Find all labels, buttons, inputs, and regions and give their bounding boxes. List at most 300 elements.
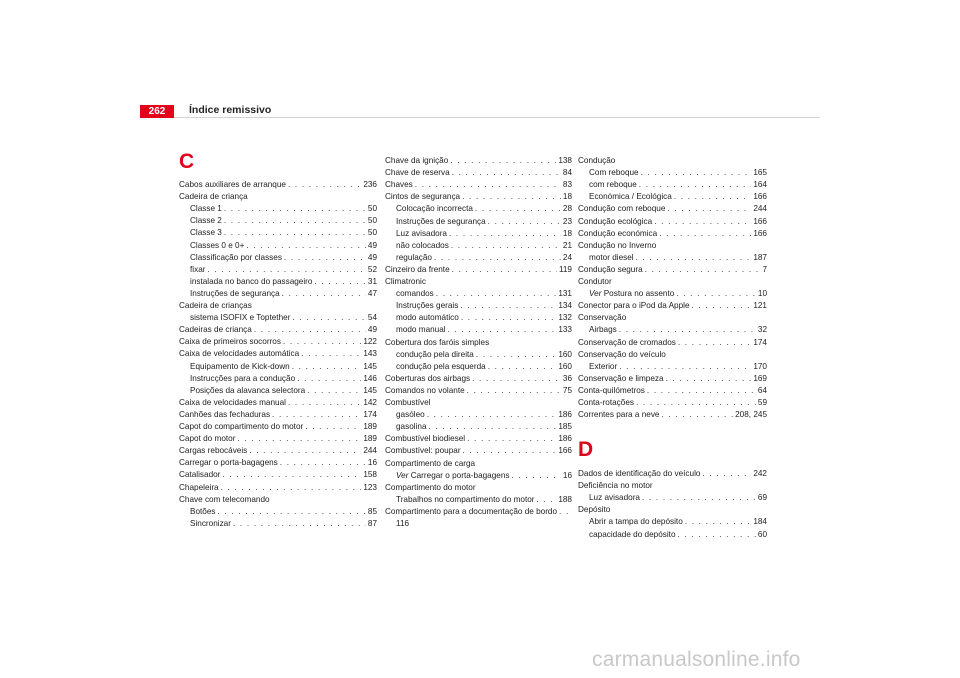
entry-page-number: 174 bbox=[753, 337, 767, 347]
index-entry bbox=[578, 300, 767, 311]
entry-label: Condução económica bbox=[578, 228, 658, 238]
dot-leader bbox=[292, 361, 362, 372]
entry-page-number: 75 bbox=[562, 385, 572, 395]
dot-leader bbox=[307, 385, 361, 396]
see-also-marker: Ver bbox=[589, 289, 602, 299]
dot-leader bbox=[297, 373, 361, 384]
dot-leader bbox=[676, 288, 756, 299]
entry-page-number: 36 bbox=[562, 373, 572, 383]
entry-label: não colocados bbox=[396, 240, 449, 250]
dot-leader bbox=[284, 252, 366, 263]
entry-page-number: 54 bbox=[367, 313, 377, 323]
index-entry bbox=[179, 421, 377, 432]
entry-page-number: 49 bbox=[367, 252, 377, 262]
dot-leader bbox=[221, 482, 362, 493]
entry-label: Classe 3 bbox=[190, 228, 222, 238]
index-entry bbox=[578, 337, 767, 348]
index-subentry bbox=[190, 361, 377, 372]
entry-page-number: 160 bbox=[558, 349, 572, 359]
index-heading: Conservação do veículo bbox=[578, 349, 666, 359]
dot-leader bbox=[452, 167, 561, 178]
index-subentry bbox=[190, 227, 377, 238]
dot-leader bbox=[619, 361, 751, 372]
entry-label: Combustível: poupar bbox=[385, 446, 461, 456]
index-subentry bbox=[190, 385, 377, 396]
dot-leader bbox=[636, 252, 752, 263]
entry-label: Com reboque bbox=[589, 168, 639, 178]
dot-leader bbox=[559, 506, 570, 517]
entry-page-number: 131 bbox=[558, 289, 572, 299]
page-header bbox=[140, 104, 820, 119]
index-subentry bbox=[589, 252, 767, 263]
entry-page-number: 23 bbox=[562, 216, 572, 226]
dot-leader bbox=[305, 421, 361, 432]
see-also-target: Carregar o porta-bagagens bbox=[410, 470, 510, 480]
entry-page-number: 59 bbox=[757, 398, 767, 407]
entry-label: Conta-quilómetros bbox=[578, 385, 645, 395]
index-subentry bbox=[190, 276, 377, 287]
entry-label: Classe 1 bbox=[190, 204, 222, 214]
entry-label: comandos bbox=[396, 289, 434, 299]
entry-label: Caixa de velocidades manual bbox=[179, 397, 286, 407]
entry-page-number: 16 bbox=[562, 470, 572, 480]
entry-page-number: 10 bbox=[757, 289, 767, 299]
index-heading: Cobertura dos faróis simples bbox=[385, 337, 490, 347]
dot-leader bbox=[218, 506, 366, 517]
entry-label: Abrir a tampa do depósito bbox=[589, 517, 683, 527]
dot-leader bbox=[301, 348, 361, 359]
index-subentry bbox=[190, 252, 377, 263]
entry-page-number: 186 bbox=[558, 410, 572, 420]
index-subentry bbox=[190, 240, 377, 251]
entry-label: Posições da alavanca selectora bbox=[190, 385, 306, 395]
index-entry bbox=[385, 506, 572, 517]
dot-leader bbox=[667, 203, 751, 214]
entry-label: Conta-rotações bbox=[578, 398, 634, 407]
page-title: Índice remissivo bbox=[189, 104, 272, 116]
entry-page-number: 7 bbox=[762, 264, 767, 274]
entry-page-number: 85 bbox=[367, 506, 377, 516]
dot-leader bbox=[254, 324, 366, 335]
dot-leader bbox=[224, 203, 366, 214]
index-subentry bbox=[190, 373, 377, 384]
entry-label: Carregar o porta-bagagens bbox=[179, 458, 278, 468]
index-subentry bbox=[190, 203, 377, 214]
entry-label: Instruções de segurança bbox=[396, 216, 486, 226]
entry-page-number: 184 bbox=[753, 517, 767, 527]
entry-label bbox=[396, 470, 510, 481]
index-entry bbox=[578, 373, 767, 384]
index-entry bbox=[385, 167, 572, 178]
entry-label: Cabos auxiliares de arranque bbox=[179, 180, 286, 189]
dot-leader bbox=[692, 300, 752, 311]
index-entry bbox=[578, 203, 767, 214]
entry-label: Exterior bbox=[589, 361, 618, 371]
entry-page-number: 166 bbox=[753, 216, 767, 226]
entry-page-number: 242 bbox=[753, 469, 767, 478]
entry-label: modo manual bbox=[396, 325, 446, 335]
index-entry bbox=[578, 385, 767, 396]
see-also-marker: Ver bbox=[396, 470, 409, 480]
dot-leader bbox=[451, 240, 561, 251]
entry-label: Caixa de velocidades automática bbox=[179, 349, 300, 359]
entry-page-number: 244 bbox=[363, 446, 377, 456]
index-heading: Condutor bbox=[578, 277, 612, 286]
index-subentry bbox=[396, 288, 572, 299]
dot-leader bbox=[678, 337, 751, 348]
entry-page-number: 244 bbox=[753, 204, 767, 214]
entry-page-number: 166 bbox=[753, 228, 767, 238]
dot-leader bbox=[427, 409, 557, 420]
dot-leader bbox=[642, 492, 756, 503]
index-heading: Conservação bbox=[578, 313, 627, 323]
entry-page-number: 143 bbox=[363, 349, 377, 359]
see-also-target: Postura no assento bbox=[603, 289, 675, 299]
index-subentry bbox=[396, 421, 572, 432]
dot-leader bbox=[436, 288, 557, 299]
entry-page-number: 164 bbox=[753, 180, 767, 190]
index-entry bbox=[179, 397, 377, 408]
index-subentry bbox=[589, 179, 767, 190]
index-subentry bbox=[396, 312, 572, 323]
entry-label bbox=[589, 288, 674, 299]
entry-page-number: 187 bbox=[753, 252, 767, 262]
entry-label: Conservação de cromados bbox=[578, 337, 676, 347]
index-heading: Condução no Inverno bbox=[578, 240, 657, 250]
entry-label: Classificação por classes bbox=[190, 252, 282, 262]
index-subentry bbox=[589, 324, 767, 335]
entry-page-number: 188 bbox=[558, 494, 572, 504]
entry-page-number: 134 bbox=[558, 301, 572, 311]
section-letter: C bbox=[179, 150, 195, 173]
entry-label: gasolina bbox=[396, 422, 427, 432]
entry-label: Instruções gerais bbox=[396, 301, 459, 311]
entry-label: Cintos de segurança bbox=[385, 192, 461, 202]
entry-page-number: 64 bbox=[757, 385, 767, 395]
entry-page-number: 50 bbox=[367, 216, 377, 226]
dot-leader bbox=[272, 409, 361, 420]
index-subentry bbox=[190, 312, 377, 323]
entry-label: Chapeleira bbox=[179, 482, 219, 492]
dot-leader bbox=[661, 409, 733, 420]
entry-page-number: 122 bbox=[363, 337, 377, 347]
entry-page-number: 189 bbox=[363, 434, 377, 444]
index-heading: Chave com telecomando bbox=[179, 494, 270, 504]
dot-leader bbox=[463, 445, 557, 456]
index-entry bbox=[179, 469, 377, 480]
entry-label: regulação bbox=[396, 252, 432, 262]
index-heading: Cadeira de criança bbox=[179, 192, 248, 202]
entry-label: gasóleo bbox=[396, 410, 425, 420]
entry-label: condução pela direita bbox=[396, 349, 474, 359]
index-subentry bbox=[589, 288, 767, 299]
entry-label: Capot do motor bbox=[179, 434, 236, 444]
entry-page-number: 174 bbox=[363, 409, 377, 419]
entry-page-number: 50 bbox=[367, 228, 377, 238]
index-entry bbox=[578, 409, 767, 420]
dot-leader bbox=[224, 215, 366, 226]
index-subentry bbox=[190, 506, 377, 517]
entry-label: condução pela esquerda bbox=[396, 361, 486, 371]
entry-label: Sincronizar bbox=[190, 518, 231, 528]
index-entry bbox=[578, 397, 767, 408]
entry-page-number: 165 bbox=[753, 168, 767, 178]
entry-label: Compartimento para a documentação de bordo bbox=[385, 506, 558, 516]
index-entry bbox=[578, 216, 767, 227]
dot-leader bbox=[429, 421, 557, 432]
entry-page-number: 123 bbox=[363, 482, 377, 492]
index-subentry bbox=[589, 492, 767, 503]
index-subentry bbox=[589, 529, 767, 540]
dot-leader bbox=[674, 191, 752, 202]
entry-page-number: 21 bbox=[562, 240, 572, 250]
index-subentry bbox=[190, 215, 377, 226]
dot-leader bbox=[314, 276, 365, 287]
entry-page-number: 52 bbox=[367, 264, 377, 274]
entry-label: Comandos no volante bbox=[385, 385, 465, 395]
entry-page-number: 18 bbox=[562, 228, 572, 238]
entry-page-number: 121 bbox=[753, 301, 767, 311]
dot-leader bbox=[685, 516, 752, 527]
entry-page-number: 28 bbox=[562, 204, 572, 214]
dot-leader bbox=[283, 336, 361, 347]
entry-page-number: 146 bbox=[363, 373, 377, 383]
entry-page-number: 24 bbox=[562, 252, 572, 262]
index-subentry bbox=[396, 349, 572, 360]
index-subentry bbox=[190, 518, 377, 529]
dot-leader bbox=[636, 397, 756, 408]
entry-label: modo automático bbox=[396, 313, 459, 323]
dot-leader bbox=[645, 264, 761, 275]
dot-leader bbox=[467, 433, 556, 444]
entry-label: Airbags bbox=[589, 325, 617, 335]
dot-leader bbox=[537, 494, 557, 505]
entry-page-number: 83 bbox=[562, 180, 572, 190]
entry-label: Botões bbox=[190, 506, 216, 516]
index-entry bbox=[179, 179, 377, 190]
entry-page-number: 60 bbox=[757, 529, 767, 539]
dot-leader bbox=[702, 468, 751, 479]
dot-leader bbox=[462, 191, 561, 202]
entry-label: Chaves bbox=[385, 180, 413, 190]
dot-leader bbox=[222, 469, 361, 480]
index-subentry bbox=[396, 216, 572, 227]
entry-page-number: 170 bbox=[753, 361, 767, 371]
entry-label: sistema ISOFIX e Toptether bbox=[190, 313, 291, 323]
index-entry bbox=[385, 385, 572, 396]
dot-leader bbox=[488, 361, 557, 372]
dot-leader bbox=[476, 349, 556, 360]
dot-leader bbox=[434, 252, 561, 263]
entry-label: Cargas rebocáveis bbox=[179, 446, 248, 456]
index-entry bbox=[385, 373, 572, 384]
index-heading: Cadeira de crianças bbox=[179, 301, 252, 310]
entry-label: Cinzeiro da frente bbox=[385, 264, 450, 274]
dot-leader bbox=[292, 312, 365, 323]
index-heading: Combustível bbox=[385, 398, 431, 407]
entry-page-number: 16 bbox=[367, 458, 377, 468]
dot-leader bbox=[512, 470, 561, 481]
entry-page-number: 186 bbox=[558, 434, 572, 444]
entry-label: Combustível biodiesel bbox=[385, 434, 466, 444]
index-entry bbox=[385, 445, 572, 456]
dot-leader bbox=[461, 312, 557, 323]
dot-leader bbox=[249, 445, 361, 456]
dot-leader bbox=[288, 397, 361, 408]
entry-label: Canhões das fechaduras bbox=[179, 409, 271, 419]
entry-page-number: 49 bbox=[367, 240, 377, 250]
entry-page-number: 49 bbox=[367, 325, 377, 335]
dot-leader bbox=[448, 324, 557, 335]
index-heading: Compartimento de carga bbox=[385, 458, 476, 468]
entry-page-number: 84 bbox=[562, 168, 572, 178]
dot-leader bbox=[207, 264, 365, 275]
entry-page-number: 119 bbox=[558, 264, 572, 274]
dot-leader bbox=[475, 203, 561, 214]
dot-leader bbox=[678, 529, 756, 540]
entry-page-number: 87 bbox=[367, 518, 377, 528]
entry-page-number: 132 bbox=[558, 313, 572, 323]
dot-leader bbox=[460, 300, 556, 311]
dot-leader bbox=[280, 457, 366, 468]
index-heading: Climatronic bbox=[385, 277, 426, 286]
entry-label: Caixa de primeiros socorros bbox=[179, 337, 281, 347]
entry-label: Capot do compartimento do motor bbox=[179, 422, 304, 431]
index-entry bbox=[179, 445, 377, 456]
index-entry bbox=[578, 468, 767, 479]
index-subentry bbox=[396, 300, 572, 311]
dot-leader bbox=[233, 518, 366, 529]
index-heading: Deficiência no motor bbox=[578, 481, 653, 491]
dot-leader bbox=[450, 155, 556, 166]
index-entry bbox=[578, 264, 767, 275]
index-subentry bbox=[190, 264, 377, 275]
dot-leader bbox=[237, 433, 361, 444]
index-subentry bbox=[396, 203, 572, 214]
entry-label: Luz avisadora bbox=[589, 493, 640, 503]
entry-page-number: 31 bbox=[367, 276, 377, 286]
entry-label: Colocação incorrecta bbox=[396, 204, 473, 214]
entry-page-number: 166 bbox=[753, 192, 767, 202]
index-entry bbox=[385, 179, 572, 190]
entry-label: com reboque bbox=[589, 180, 637, 190]
section-letter: D bbox=[578, 438, 594, 461]
index-entry bbox=[179, 409, 377, 420]
entry-page-number: 69 bbox=[757, 493, 767, 503]
index-entry bbox=[179, 482, 377, 493]
entry-label: Instruções de segurança bbox=[190, 288, 280, 298]
index-entry bbox=[179, 348, 377, 359]
entry-label: Conector para o iPod da Apple bbox=[578, 301, 690, 311]
index-subentry bbox=[396, 494, 572, 505]
entry-label: Classe 2 bbox=[190, 216, 222, 226]
entry-label: fixar bbox=[190, 264, 206, 274]
index-page-ref: 116 bbox=[396, 519, 410, 528]
entry-label: Catalisador bbox=[179, 470, 221, 480]
header-rule bbox=[140, 117, 820, 118]
index-entry bbox=[179, 457, 377, 468]
index-entry bbox=[179, 336, 377, 347]
dot-leader bbox=[659, 228, 751, 239]
index-subentry bbox=[396, 361, 572, 372]
entry-page-number: 133 bbox=[558, 325, 572, 335]
dot-leader bbox=[452, 264, 557, 275]
entry-label: Classes 0 e 0+ bbox=[190, 240, 245, 250]
entry-label: Conservação e limpeza bbox=[578, 373, 664, 383]
entry-page-number: 145 bbox=[363, 385, 377, 395]
entry-label: Equipamento de Kick-down bbox=[190, 361, 290, 371]
entry-label: instalada no banco do passageiro bbox=[190, 276, 313, 286]
index-entry bbox=[179, 324, 377, 335]
dot-leader bbox=[449, 228, 561, 239]
dot-leader bbox=[639, 179, 752, 190]
entry-label: Chave de reserva bbox=[385, 168, 450, 178]
entry-page-number: 32 bbox=[757, 325, 767, 335]
entry-page-number: 185 bbox=[558, 422, 572, 432]
dot-leader bbox=[654, 216, 751, 227]
entry-label: Correntes para a neve bbox=[578, 410, 660, 420]
entry-label: Cadeiras de criança bbox=[179, 325, 252, 335]
index-subentry bbox=[589, 361, 767, 372]
index-heading: Condução bbox=[578, 156, 616, 165]
entry-label: Luz avisadora bbox=[396, 228, 447, 238]
entry-label: Chave da ignição bbox=[385, 156, 449, 165]
index-subentry bbox=[396, 324, 572, 335]
index-heading: Compartimento do motor bbox=[385, 482, 476, 492]
dot-leader bbox=[641, 167, 752, 178]
index-entry bbox=[385, 155, 572, 166]
entry-page-number: 50 bbox=[367, 204, 377, 214]
index-entry bbox=[385, 191, 572, 202]
dot-leader bbox=[488, 216, 561, 227]
entry-label: Condução segura bbox=[578, 264, 643, 274]
index-entry bbox=[179, 433, 377, 444]
entry-page-number: 145 bbox=[363, 361, 377, 371]
index-heading: Depósito bbox=[578, 505, 611, 515]
entry-page-number: 18 bbox=[562, 192, 572, 202]
entry-page-number: 236 bbox=[363, 180, 377, 189]
index-entry bbox=[578, 228, 767, 239]
watermark: carmanualsonline.info bbox=[592, 648, 801, 671]
entry-label: Dados de identificação do veículo bbox=[578, 469, 701, 478]
index-subentry bbox=[589, 191, 767, 202]
entry-page-number: 158 bbox=[363, 470, 377, 480]
entry-label: Trabalhos no compartimento do motor bbox=[396, 494, 535, 504]
entry-label: Económica / Ecológica bbox=[589, 192, 672, 202]
dot-leader bbox=[647, 385, 756, 396]
entry-page-number: 189 bbox=[363, 422, 377, 431]
index-subentry bbox=[396, 470, 572, 481]
index-subentry bbox=[396, 228, 572, 239]
dot-leader bbox=[288, 179, 361, 190]
index-subentry bbox=[589, 516, 767, 527]
entry-label: Condução com reboque bbox=[578, 204, 666, 214]
entry-label: motor diesel bbox=[589, 252, 634, 262]
dot-leader bbox=[282, 288, 366, 299]
dot-leader bbox=[472, 373, 561, 384]
index-subentry bbox=[396, 252, 572, 263]
page-number: 262 bbox=[140, 105, 174, 118]
index-subentry bbox=[589, 167, 767, 178]
entry-page-number: 160 bbox=[558, 361, 572, 371]
entry-page-number: 142 bbox=[363, 397, 377, 407]
index-subentry bbox=[190, 288, 377, 299]
entry-label: Coberturas dos airbags bbox=[385, 373, 471, 383]
index-entry bbox=[385, 264, 572, 275]
entry-label: capacidade do depósito bbox=[589, 529, 676, 539]
dot-leader bbox=[666, 373, 752, 384]
dot-leader bbox=[619, 324, 756, 335]
